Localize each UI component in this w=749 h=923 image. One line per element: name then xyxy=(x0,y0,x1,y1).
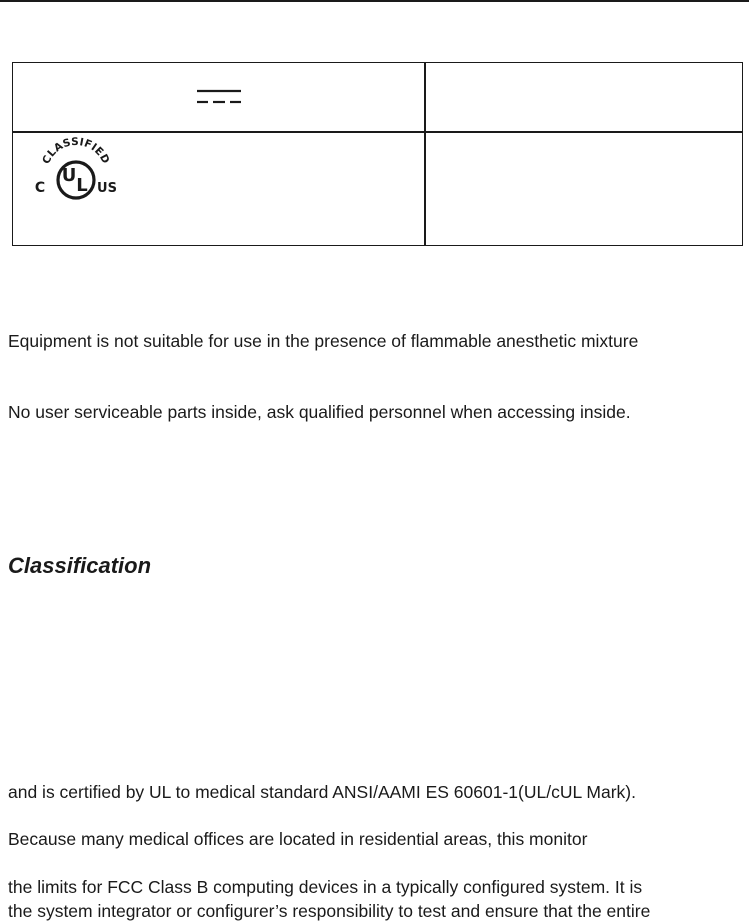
ul-classified-mark-icon xyxy=(25,137,123,209)
anesthetic-warning-text: Equipment is not suitable for use in the presence of flammable anesthetic mixture xyxy=(8,331,639,351)
table-row-divider xyxy=(13,131,742,133)
serviceable-parts-text: No user serviceable parts inside, ask qualified personnel when accessing inside. xyxy=(8,402,631,422)
classification-heading: Classification xyxy=(8,553,152,578)
svg-text:US: US xyxy=(97,181,117,196)
svg-text:L: L xyxy=(76,175,88,196)
table-column-divider xyxy=(424,63,426,245)
classification-line-1: and is certified by UL to medical standard ANSI/AAMI ES 60601-1(UL/cUL Mark). xyxy=(8,782,637,802)
classification-line-4: the system integrator or configurer’s responsibility to test and ensure that the entire xyxy=(8,901,651,921)
top-rule xyxy=(0,0,749,2)
svg-text:C: C xyxy=(34,180,46,196)
classification-line-2: Because many medical offices are located in residential areas, this monitor xyxy=(8,829,588,849)
symbols-table xyxy=(12,62,743,246)
classification-line-3: the limits for FCC Class B computing devices in a typically configured system. It is xyxy=(8,877,643,897)
svg-text:U: U xyxy=(61,165,77,186)
dc-current-icon xyxy=(196,86,242,106)
svg-text:CLASSIFIED: CLASSIFIED xyxy=(40,137,112,166)
